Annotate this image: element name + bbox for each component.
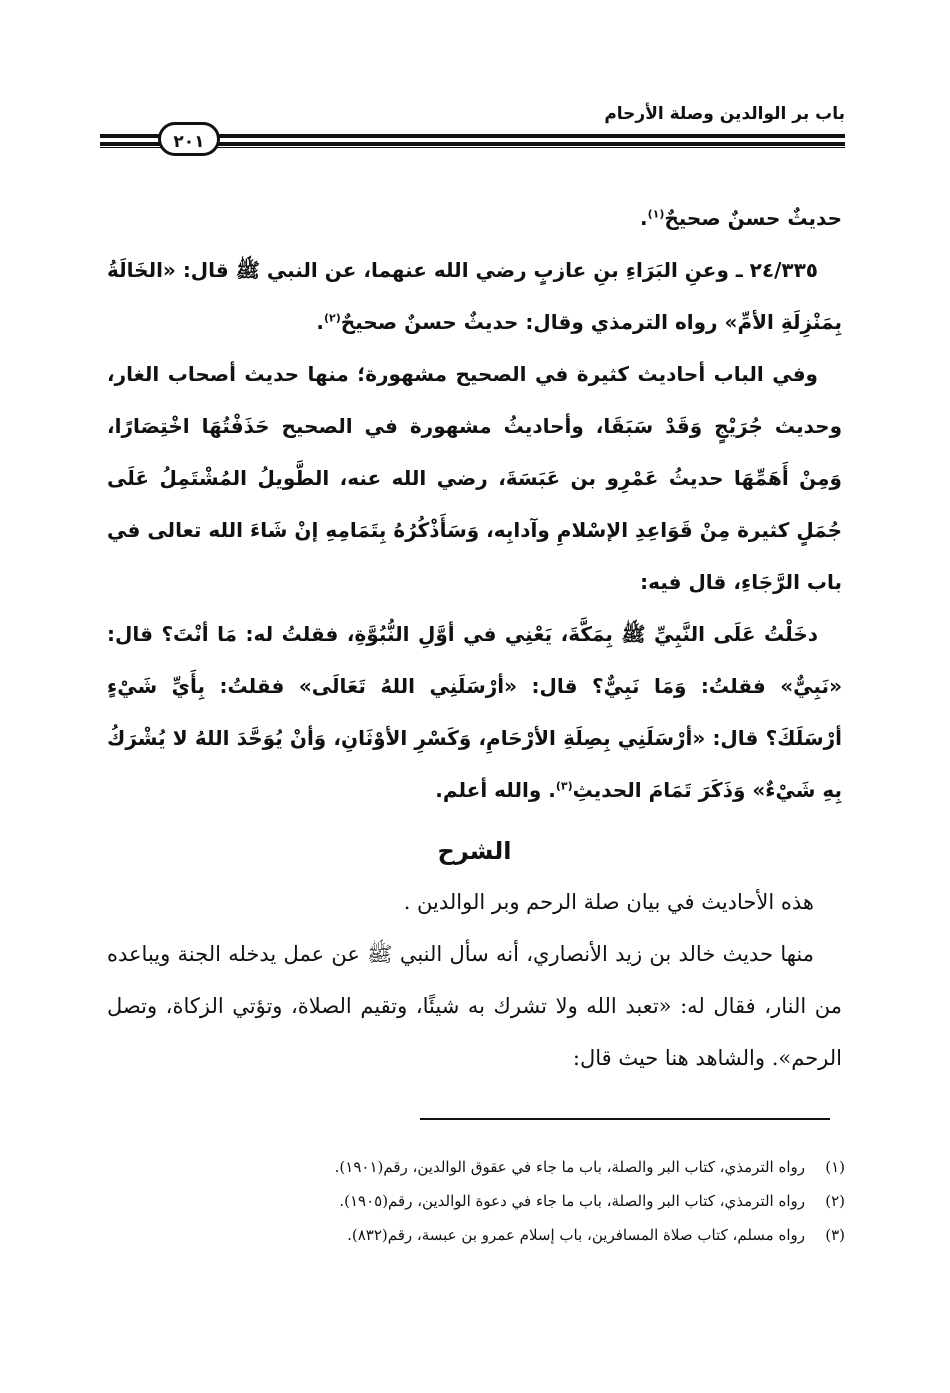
page-number-badge: ٢٠١: [158, 122, 220, 156]
footnote-1: [150, 1150, 845, 1184]
footnote-text: رواه الترمذي، كتاب البر والصلة، باب ما جاء في دعوة الوالدين، رقم(١٩٠٥).: [339, 1192, 805, 1210]
section-heading-sharh: الشرح: [437, 837, 512, 865]
paragraph-end: .: [639, 206, 648, 230]
footnote-text: رواه مسلم، كتاب صلاة المسافرين، باب إسلام عمرو بن عبسة، رقم(٨٣٢).: [347, 1226, 805, 1244]
footnote-2: [150, 1184, 845, 1218]
running-title: باب بر الوالدين وصلة الأرحام: [604, 104, 845, 124]
paragraph-sharh-intro: هذه الأحاديث في بيان صلة الرحم وبر الوالدين .: [403, 890, 814, 914]
footnote-number: (١): [825, 1158, 845, 1176]
paragraph-text: دخَلْتُ عَلَى النَّبِيِّ ﷺ بِمَكَّةَ، يَعْنِي في أوَّلِ النُّبُوَّةِ، فقلتُ له: مَا أنْتَ؟ قال: «نَبِيٌّ» فقلتُ: وَمَا نَبِيٌّ؟ قال: «أرْسَلَنِي اللهُ تَعَالَى» فقلتُ: بِأَيِّ شَيْءٍ أرْسَلَكَ؟ قال: «أرْسَلَنِي بِصِلَةِ الأرْحَامِ، وَكَسْرِ الأوْثَانِ، وَأنْ يُوَحَّدَ اللهُ لا يُشْرَكُ بِهِ شَيْءٌ» وَذَكَرَ تَمَامَ الحديثِ: [107, 622, 842, 802]
footnote-ref: (١): [647, 207, 665, 221]
footnote-separator: [420, 1118, 830, 1120]
footnotes: [150, 1150, 845, 1252]
paragraph-amr-ibn-abasa: [107, 608, 842, 816]
paragraph-bab-ahadith: وفي الباب أحاديث كثيرة في الصحيح مشهورة؛ منها حديث أصحاب الغار، وحديث جُرَيْجٍ وَقَدْ سَبَقَا، وأحاديثُ مشهورة في الصحيح حَذَفْتُهَا اخْتِصَارًا، وَمِنْ أَهَمِّهَا حديثُ عَمْرِو بن عَبَسَةَ، رضي الله عنه، الطَّويلُ المُشْتَمِلُ عَلَى جُمَلٍ كثيرة مِنْ قَوَاعِدِ الإسْلامِ وآدابِه، وَسَأَذْكُرُهُ بِتَمَامِهِ إنْ شَاءَ الله تعالى في باب الرَّجَاءِ، قال فيه:: [107, 362, 842, 594]
footnote-ref: (٣): [555, 779, 573, 793]
footnote-number: (٢): [825, 1192, 845, 1210]
paragraph-end: .: [316, 310, 325, 334]
page-body: [107, 192, 842, 1084]
footnote-number: (٣): [825, 1226, 845, 1244]
paragraph-hadith-grade: [107, 192, 842, 244]
paragraph-text: حديثٌ حسنٌ صحيحٌ: [664, 206, 842, 230]
page-header: [100, 100, 845, 160]
footnote-3: [150, 1218, 845, 1252]
paragraph-hadith-335: [107, 244, 842, 348]
paragraph-sharh-khalid: منها حديث خالد بن زيد الأنصاري، أنه سأل النبي ﷺ عن عمل يدخله الجنة ويباعده من النار، فقال له: «تعبد الله ولا تشرك به شيئًا، وتقيم الصلاة، وتؤتي الزكاة، وتصل الرحم». والشاهد هنا حيث قال:: [107, 942, 842, 1070]
footnote-ref: (٢): [324, 311, 341, 325]
footnote-text: رواه الترمذي، كتاب البر والصلة، باب ما جاء في عقوق الوالدين، رقم(١٩٠١).: [334, 1158, 805, 1176]
paragraph-text: ٢٤/٣٣٥ ـ وعنِ البَرَاءِ بنِ عازبٍ رضي الله عنهما، عن النبي ﷺ قال: «الخَالَةُ بِمَنْزِلَةِ الأمِّ» رواه الترمذي وقال: حديثٌ حسنٌ صحيحٌ: [107, 258, 842, 334]
paragraph-end: . والله أعلم.: [435, 778, 556, 802]
